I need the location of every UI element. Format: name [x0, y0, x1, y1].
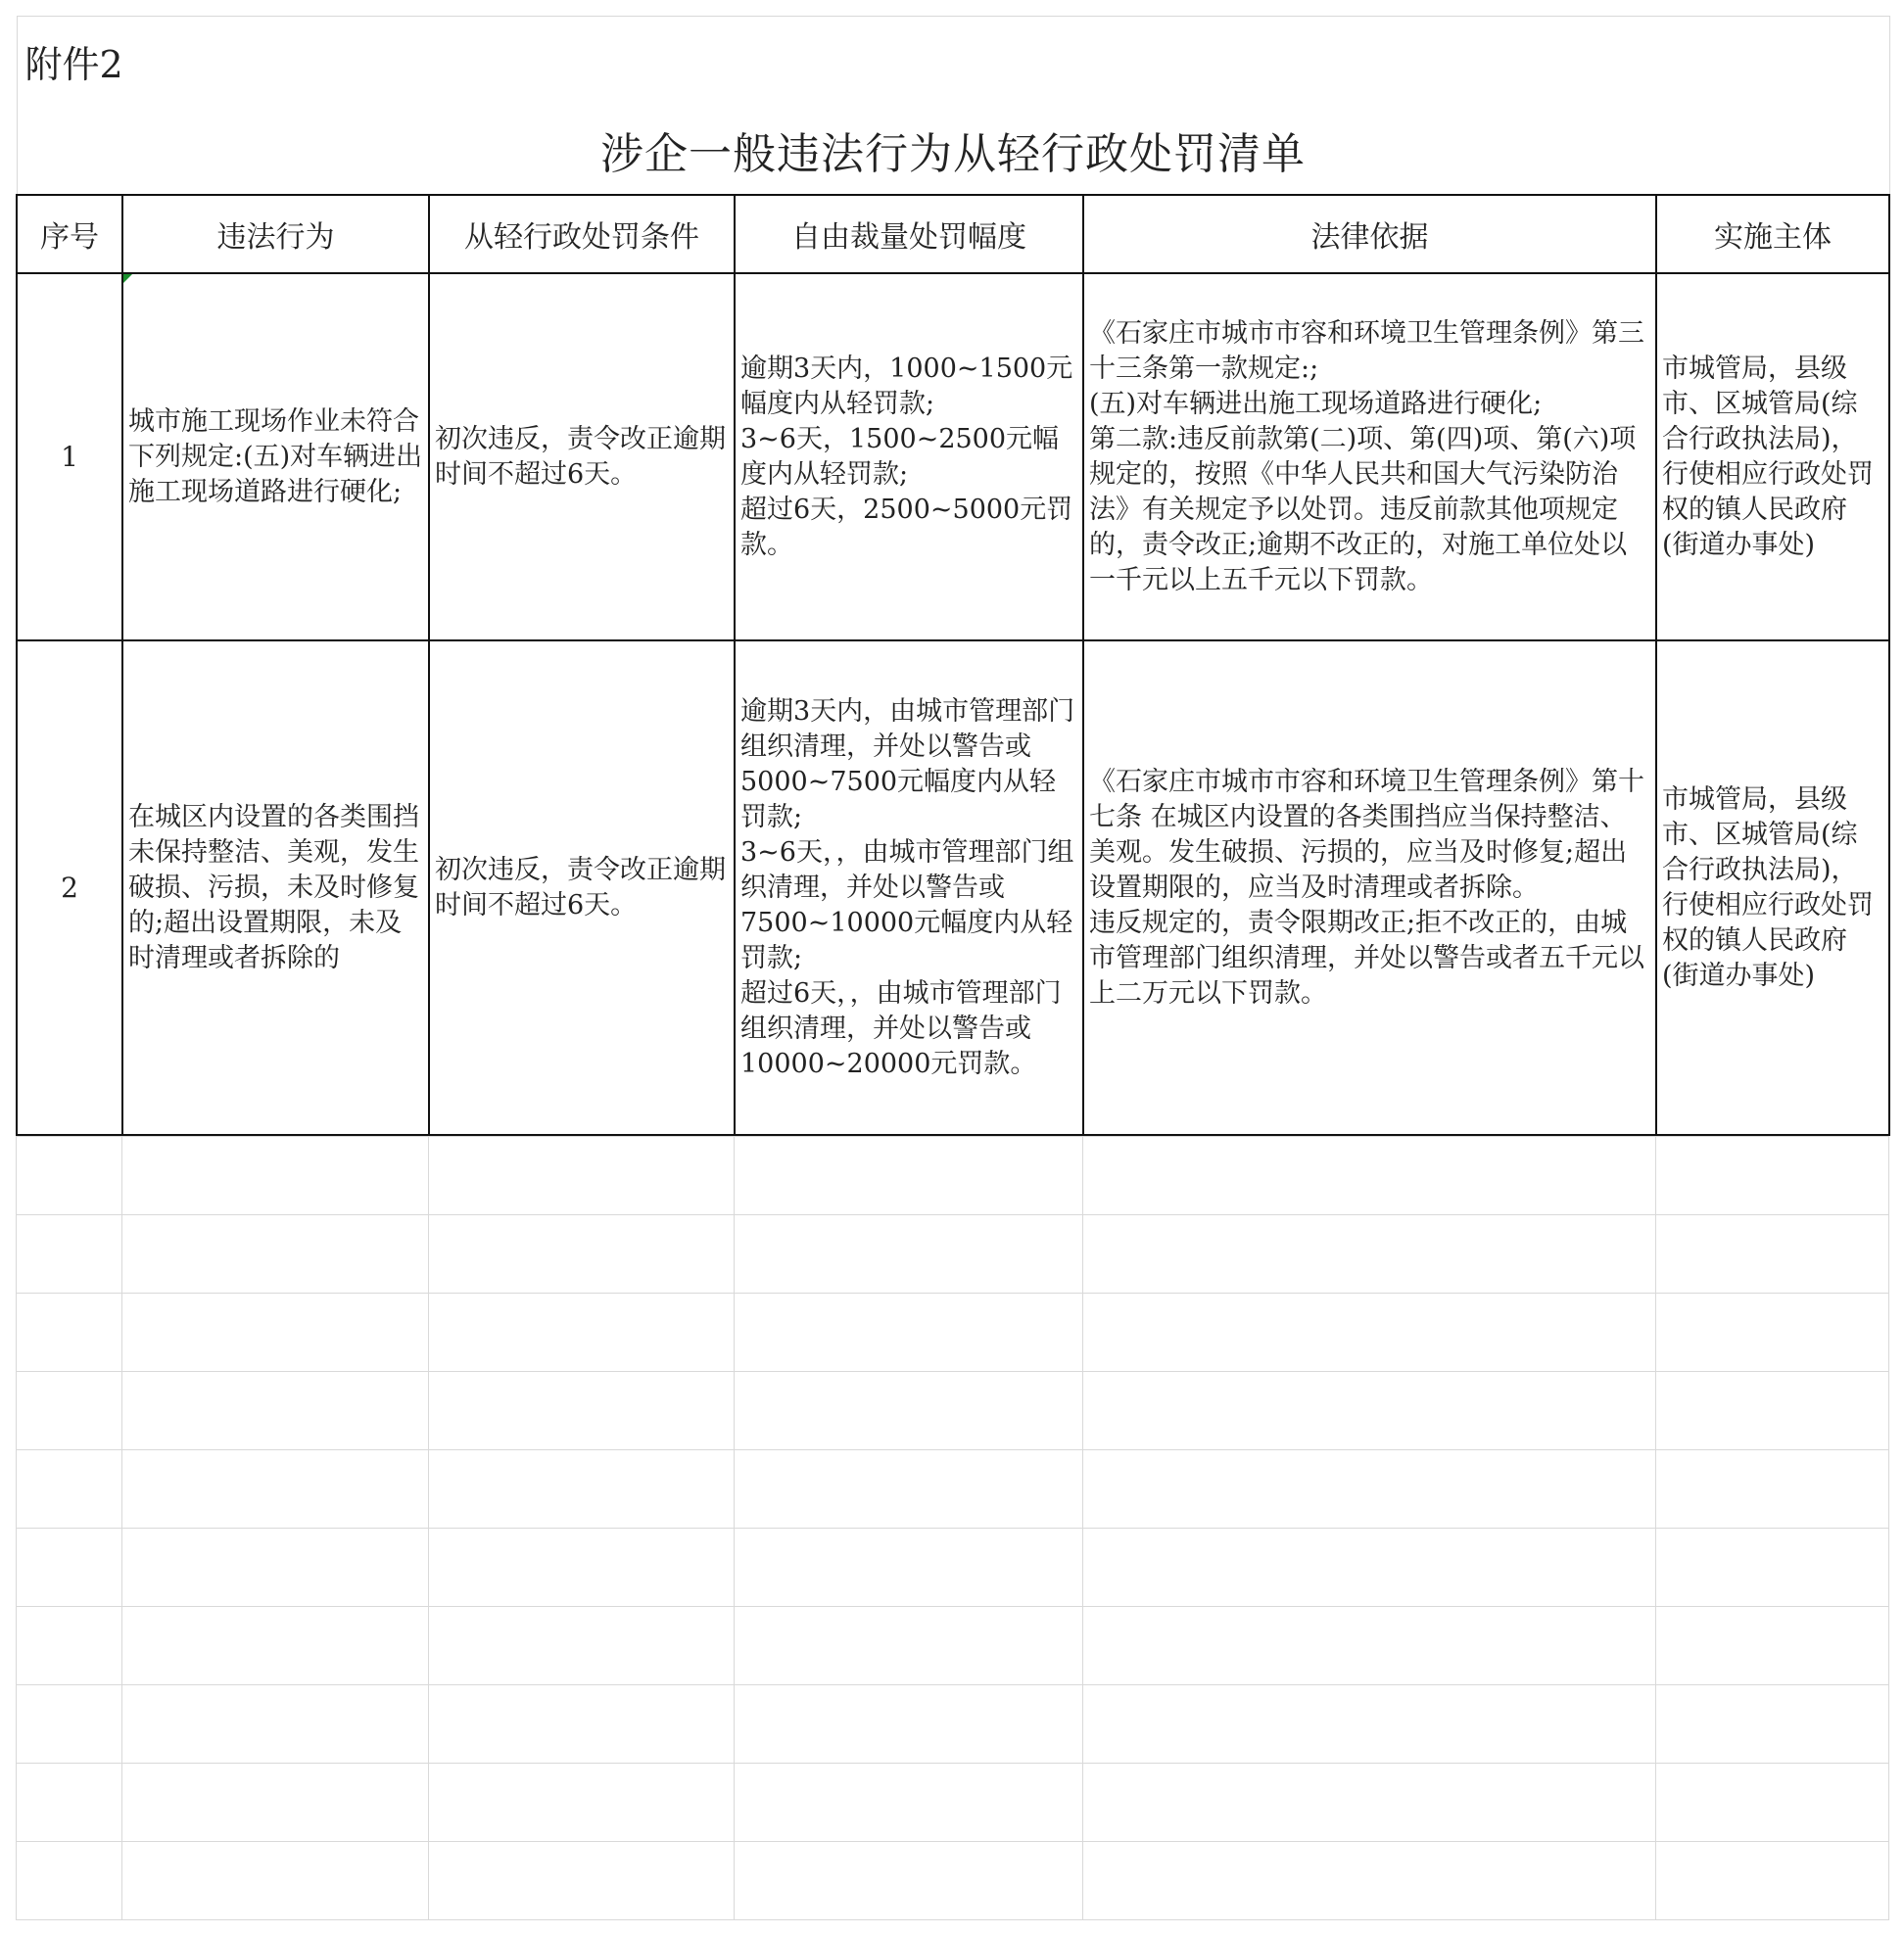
empty-cell[interactable]	[735, 1215, 1083, 1294]
attachment-label: 附件2	[17, 17, 1889, 107]
violation-text: 城市施工现场作业未符合下列规定:(五)对车辆进出施工现场道路进行硬化;	[128, 405, 423, 507]
empty-cell[interactable]	[1656, 1607, 1889, 1685]
empty-row	[17, 1842, 1889, 1920]
row-number[interactable]: 1	[17, 273, 122, 640]
empty-cell[interactable]	[1083, 1294, 1656, 1372]
empty-cell[interactable]	[429, 1450, 735, 1529]
empty-cell[interactable]	[1656, 1137, 1889, 1215]
range-line: 3~6天，，由城市管理部门组织清理，并处以警告或7500~10000元幅度内从轻罚款;	[740, 836, 1074, 973]
agency-cell[interactable]: 市城管局，县级市、区城管局(综合行政执法局)，行使相应行政处罚权的镇人民政府(街道办事处)	[1656, 640, 1889, 1135]
empty-cell[interactable]	[1083, 1372, 1656, 1450]
empty-cell[interactable]	[122, 1529, 429, 1607]
empty-cell[interactable]	[1656, 1529, 1889, 1607]
empty-cell[interactable]	[1083, 1137, 1656, 1215]
empty-cell[interactable]	[1656, 1215, 1889, 1294]
empty-cell[interactable]	[1083, 1607, 1656, 1685]
empty-cell[interactable]	[1656, 1294, 1889, 1372]
empty-cell[interactable]	[122, 1842, 429, 1920]
empty-cell[interactable]	[17, 1450, 122, 1529]
empty-cell[interactable]	[429, 1372, 735, 1450]
empty-cell[interactable]	[17, 1294, 122, 1372]
empty-cell[interactable]	[122, 1294, 429, 1372]
empty-row	[17, 1215, 1889, 1294]
empty-cell[interactable]	[122, 1215, 429, 1294]
empty-cell[interactable]	[735, 1529, 1083, 1607]
range-line: 3~6天，1500~2500元幅度内从轻罚款;	[740, 423, 1060, 490]
empty-cell[interactable]	[1656, 1764, 1889, 1842]
cell-comment-marker	[123, 274, 132, 283]
empty-cell[interactable]	[429, 1842, 735, 1920]
empty-cell[interactable]	[1083, 1450, 1656, 1529]
penalty-list-table	[16, 16, 1890, 1136]
spreadsheet-sheet	[16, 16, 1888, 1920]
empty-cell[interactable]	[429, 1607, 735, 1685]
condition-cell[interactable]: 初次违反，责令改正逾期时间不超过6天。	[429, 640, 735, 1135]
table-row	[17, 273, 1889, 640]
violation-cell[interactable]: 在城区内设置的各类围挡未保持整洁、美观，发生破损、污损，未及时修复的;超出设置期限，未及时清理或者拆除的	[122, 640, 429, 1135]
empty-cell[interactable]	[429, 1685, 735, 1764]
empty-row	[17, 1764, 1889, 1842]
document-title: 涉企一般违法行为从轻行政处罚清单	[17, 106, 1889, 195]
basis-line: 违反规定的，责令限期改正;拒不改正的，由城市管理部门组织清理，并处以警告或者五千元以上二万元以下罚款。	[1089, 907, 1644, 1009]
empty-cell[interactable]	[429, 1137, 735, 1215]
column-header: 违法行为	[122, 195, 429, 273]
condition-cell[interactable]: 初次违反，责令改正逾期时间不超过6天。	[429, 273, 735, 640]
empty-cell[interactable]	[122, 1764, 429, 1842]
empty-cell[interactable]	[1656, 1685, 1889, 1764]
range-line: 超过6天，2500~5000元罚款。	[740, 494, 1073, 560]
column-header: 从轻行政处罚条件	[429, 195, 735, 273]
violation-cell[interactable]	[122, 273, 429, 640]
column-header: 法律依据	[1083, 195, 1656, 273]
empty-cell[interactable]	[122, 1607, 429, 1685]
column-header: 实施主体	[1656, 195, 1889, 273]
empty-cell[interactable]	[735, 1685, 1083, 1764]
legal-basis-cell[interactable]	[1083, 273, 1656, 640]
range-cell[interactable]	[735, 640, 1083, 1135]
empty-cell[interactable]	[17, 1764, 122, 1842]
empty-row	[17, 1607, 1889, 1685]
empty-cell[interactable]	[1083, 1842, 1656, 1920]
empty-row	[17, 1294, 1889, 1372]
empty-cell[interactable]	[1083, 1685, 1656, 1764]
basis-line: 《石家庄市城市市容和环境卫生管理条例》第十七条 在城区内设置的各类围挡应当保持整洁、美观。发生破损、污损的，应当及时修复;超出设置期限的，应当及时清理或者拆除。	[1089, 766, 1644, 903]
empty-cell[interactable]	[122, 1685, 429, 1764]
empty-cell[interactable]	[17, 1215, 122, 1294]
empty-cell[interactable]	[1083, 1764, 1656, 1842]
empty-cell[interactable]	[429, 1294, 735, 1372]
empty-cell[interactable]	[1083, 1529, 1656, 1607]
empty-cell[interactable]	[429, 1529, 735, 1607]
basis-line: (五)对车辆进出施工现场道路进行硬化;	[1089, 388, 1543, 419]
empty-row	[17, 1372, 1889, 1450]
empty-cell[interactable]	[122, 1372, 429, 1450]
empty-cell[interactable]	[735, 1842, 1083, 1920]
empty-cell[interactable]	[17, 1842, 122, 1920]
empty-cell[interactable]	[735, 1607, 1083, 1685]
empty-cell[interactable]	[1656, 1372, 1889, 1450]
agency-cell[interactable]: 市城管局，县级市、区城管局(综合行政执法局)，行使相应行政处罚权的镇人民政府(街道办事处)	[1656, 273, 1889, 640]
legal-basis-cell[interactable]	[1083, 640, 1656, 1135]
empty-cell[interactable]	[1083, 1215, 1656, 1294]
empty-cell[interactable]	[122, 1137, 429, 1215]
empty-cell[interactable]	[17, 1529, 122, 1607]
table-header-row	[17, 195, 1889, 273]
empty-cell[interactable]	[17, 1137, 122, 1215]
empty-cell[interactable]	[429, 1764, 735, 1842]
empty-cell[interactable]	[17, 1607, 122, 1685]
empty-row	[17, 1137, 1889, 1215]
empty-grid	[16, 1136, 1889, 1920]
empty-cell[interactable]	[17, 1372, 122, 1450]
range-cell[interactable]	[735, 273, 1083, 640]
range-line: 超过6天，，由城市管理部门组织清理，并处以警告或10000~20000元罚款。	[740, 977, 1062, 1079]
table-row	[17, 640, 1889, 1135]
column-header: 序号	[17, 195, 122, 273]
basis-line: 第二款:违反前款第(二)项、第(四)项、第(六)项规定的，按照《中华人民共和国大气污染防治法》有关规定予以处罚。违反前款其他项规定的，责令改正;逾期不改正的，对施工单位处以一千元以上五千元以下罚款。	[1089, 423, 1637, 595]
empty-cell[interactable]	[17, 1685, 122, 1764]
range-line: 逾期3天内，由城市管理部门组织清理，并处以警告或5000~7500元幅度内从轻罚款;	[740, 695, 1075, 832]
range-line: 逾期3天内，1000~1500元幅度内从轻罚款;	[740, 353, 1073, 419]
empty-cell[interactable]	[1656, 1450, 1889, 1529]
empty-cell[interactable]	[1656, 1842, 1889, 1920]
empty-cell[interactable]	[735, 1294, 1083, 1372]
empty-cell[interactable]	[735, 1137, 1083, 1215]
empty-row	[17, 1685, 1889, 1764]
column-header: 自由裁量处罚幅度	[735, 195, 1083, 273]
empty-row	[17, 1450, 1889, 1529]
empty-cell[interactable]	[735, 1764, 1083, 1842]
empty-cell[interactable]	[429, 1215, 735, 1294]
row-number[interactable]: 2	[17, 640, 122, 1135]
basis-line: 《石家庄市城市市容和环境卫生管理条例》第三十三条第一款规定:;	[1089, 317, 1644, 384]
empty-cell[interactable]	[735, 1372, 1083, 1450]
empty-cell[interactable]	[735, 1450, 1083, 1529]
empty-row	[17, 1529, 1889, 1607]
empty-cell[interactable]	[122, 1450, 429, 1529]
